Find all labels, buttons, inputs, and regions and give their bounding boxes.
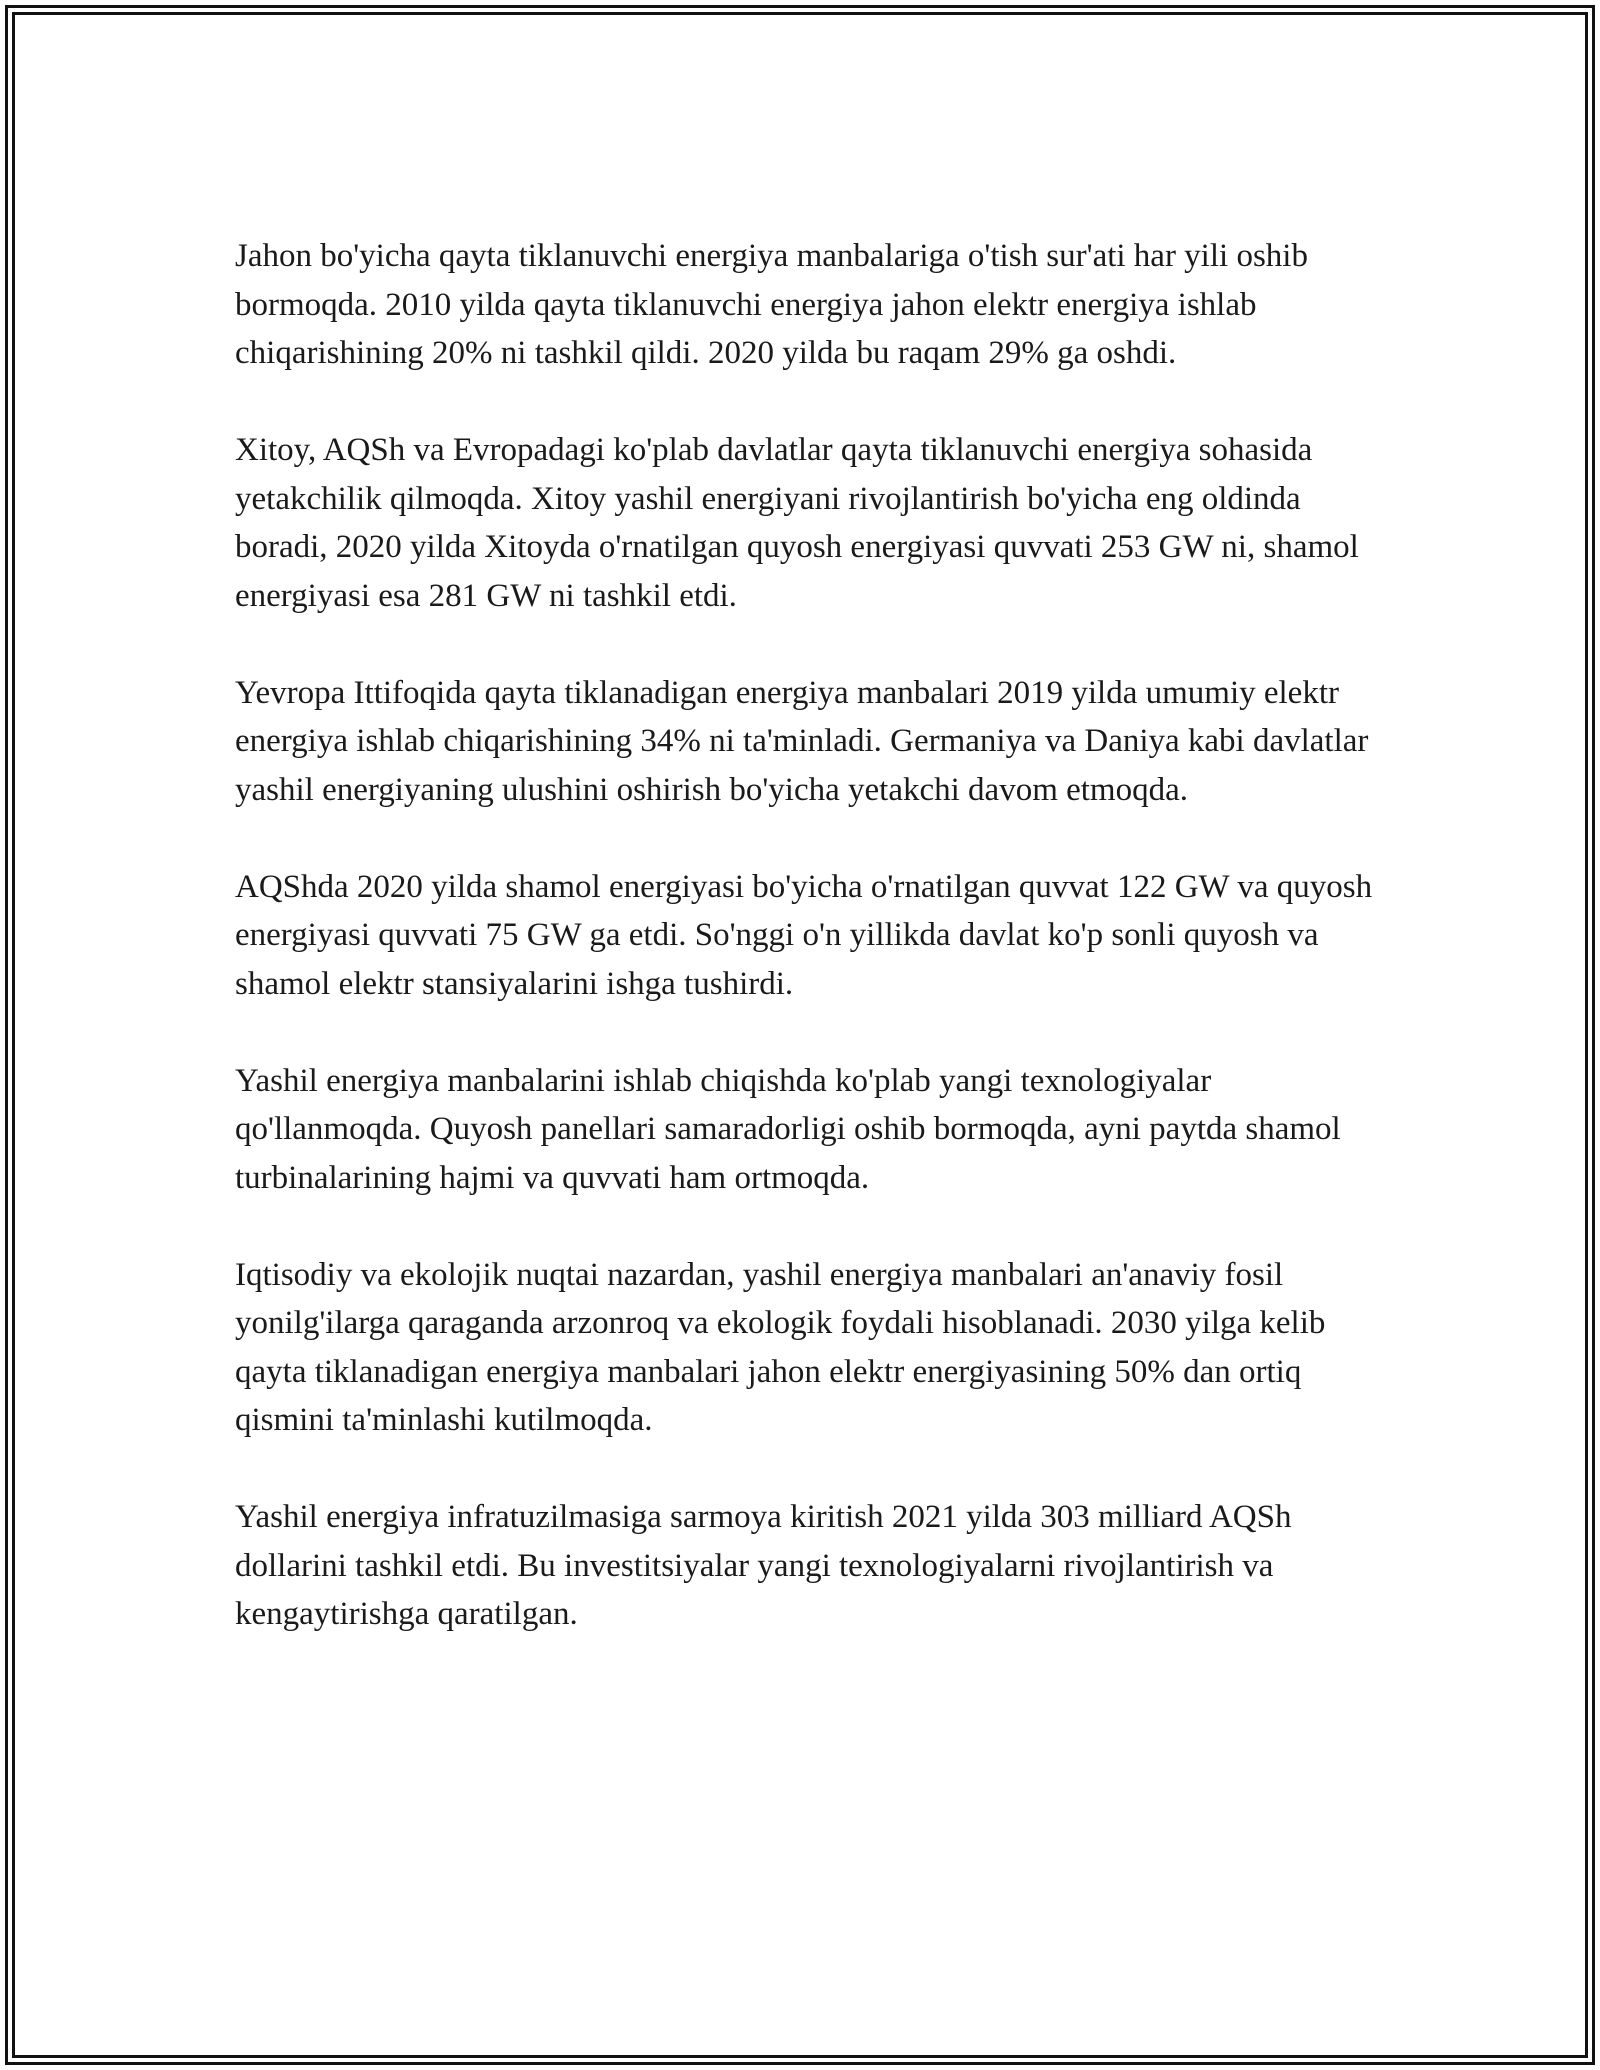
paragraph: Iqtisodiy va ekolojik nuqtai nazardan, yashil energiya manbalari an'anaviy fosil yonilg'ilarga qaraganda arzonroq va ekologik foydali hisoblanadi. 2030 yilga kelib qayta tiklanadigan energiya manbalari jahon elektr energiyasining 50% dan ortiq qismini ta'minlashi kutilmoqda. [235, 1256, 1326, 1438]
paragraph: Yashil energiya infratuzilmasiga sarmoya kiritish 2021 yilda 303 milliard AQSh dollarini tashkil etdi. Bu investitsiyalar yangi texnologiyalarni rivojlantirish va kengaytirishga qaratilgan. [235, 1499, 1292, 1632]
paragraph: AQShda 2020 yilda shamol energiyasi bo'yicha o'rnatilgan quvvat 122 GW va quyosh energiyasi quvvati 75 GW ga etdi. So'nggi o'n yillikda davlat ko'p sonli quyosh va shamol elektr stansiyalarini ishga tushirdi. [235, 868, 1373, 1002]
paragraph: Yevropa Ittifoqida qayta tiklanadigan energiya manbalari 2019 yilda umumiy elektr energiya ishlab chiqarishining 34% ni ta'minladi. Germaniya va Daniya kabi davlatlar yashil energiyaning ulushini oshirish bo'yicha yetakchi davom etmoqda. [235, 674, 1369, 808]
paragraph: Jahon bo'yicha qayta tiklanuvchi energiya manbalariga o'tish sur'ati har yili oshib bormoqda. 2010 yilda qayta tiklanuvchi energiya jahon elektr energiya ishlab chiqarishining 20% ni tashkil qildi. 2020 yilda bu raqam 29% ga oshdi. [235, 238, 1308, 371]
paragraph: Xitoy, AQSh va Evropadagi ko'plab davlatlar qayta tiklanuvchi energiya sohasida yetakchilik qilmoqda. Xitoy yashil energiyani rivojlantirish bo'yicha eng oldinda boradi, 2020 yilda Xitoyda o'rnatilgan quyosh energiyasi quvvati 253 GW ni, shamol energiyasi esa 281 GW ni tashkil etdi. [235, 432, 1359, 614]
document-body [235, 232, 1375, 1687]
paragraph: Yashil energiya manbalarini ishlab chiqishda ko'plab yangi texnologiyalar qo'llanmoqda. Quyosh panellari samaradorligi oshib bormoqda, ayni paytda shamol turbinalarining hajmi va quvvati ham ortmoqda. [235, 1062, 1341, 1196]
